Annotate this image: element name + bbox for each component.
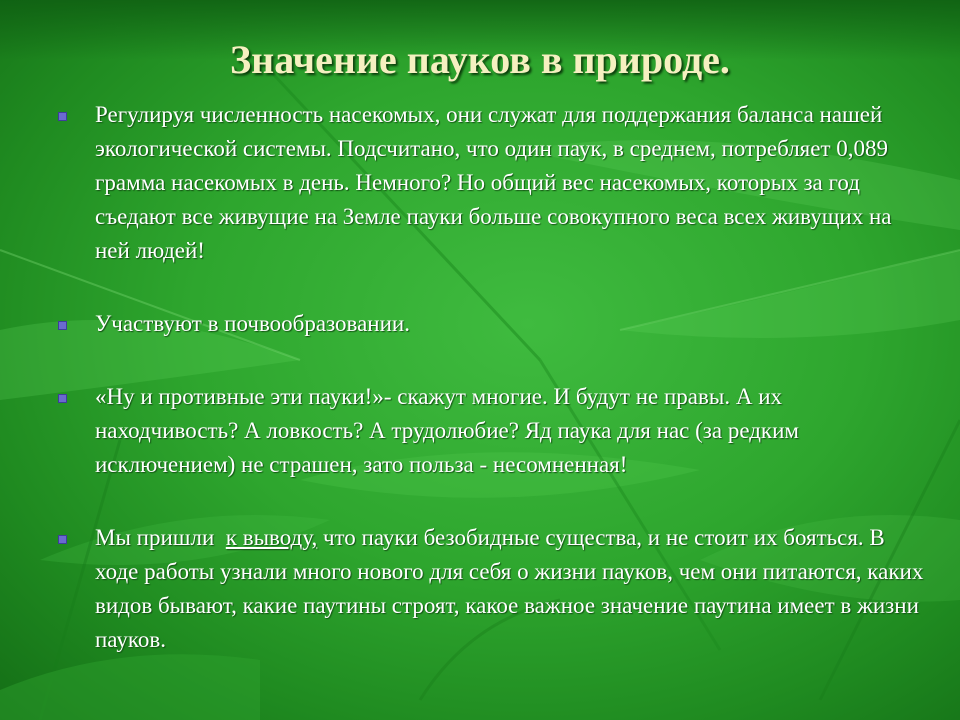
square-bullet-icon bbox=[58, 535, 67, 544]
bullet-list bbox=[55, 98, 925, 657]
square-bullet-icon bbox=[58, 321, 67, 330]
list-item-text: Участвуют в почвообразовании. bbox=[95, 311, 410, 336]
square-bullet-icon bbox=[58, 394, 67, 403]
list-item bbox=[55, 521, 925, 657]
square-bullet-icon bbox=[58, 112, 67, 121]
list-item bbox=[55, 307, 925, 341]
list-item-text-suffix: что пауки безобидные существа, и не стоит их бояться. В ходе работы узнали много нового для себя о жизни пауков, чем они питаются, каких видов бывают, какие паутины строят, какое важное значение паутина имеет в жизни пауков. bbox=[95, 525, 924, 652]
list-item bbox=[55, 98, 925, 268]
list-item bbox=[55, 380, 925, 482]
conclusion-link[interactable]: к выводу, bbox=[225, 525, 318, 550]
list-item-text-prefix: Мы пришли bbox=[95, 525, 226, 550]
slide-title: Значение пауков в природе. bbox=[230, 37, 730, 82]
list-item-text: Регулируя численность насекомых, они служат для поддержания баланса нашей экологической системы. Подсчитано, что один паук, в среднем, потребляет 0,089 грамма насекомых в день. Немного? Но общий вес насекомых, которых за год съедают все живущие на Земле пауки больше совокупного веса всех живущих на ней людей! bbox=[95, 102, 892, 263]
list-item-text: «Ну и противные эти пауки!»- скажут многие. И будут не правы. А их находчивость? А ловкость? А трудолюбие? Яд паука для нас (за редким исключением) не страшен, зато польза - несомненная! bbox=[95, 384, 799, 477]
